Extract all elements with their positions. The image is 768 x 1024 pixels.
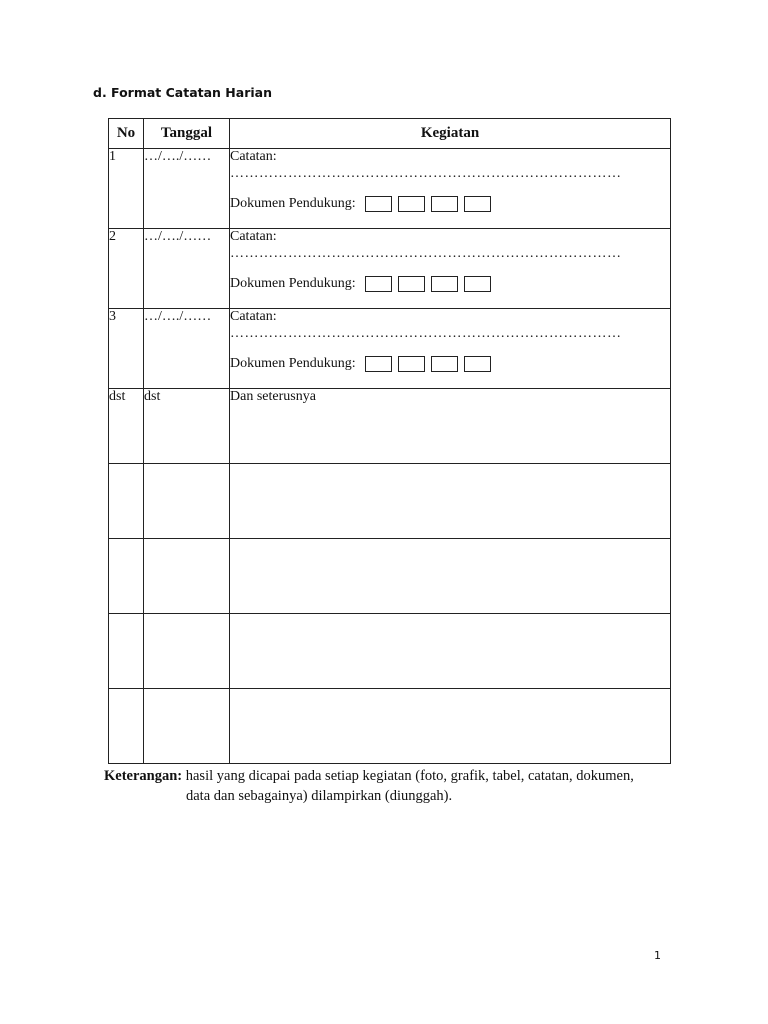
document-checkbox bbox=[431, 196, 458, 212]
dokumen-label: Dokumen Pendukung: bbox=[230, 276, 356, 291]
document-checkbox bbox=[464, 356, 491, 372]
entry-activity bbox=[230, 229, 671, 309]
dokumen-label: Dokumen Pendukung: bbox=[230, 196, 356, 211]
empty-cell bbox=[109, 464, 144, 539]
document-checkbox bbox=[464, 196, 491, 212]
dst-activity: Dan seterusnya bbox=[230, 389, 671, 464]
keterangan-note bbox=[104, 766, 684, 806]
daily-log-table bbox=[108, 118, 671, 764]
dst-date: dst bbox=[144, 389, 230, 464]
document-checkbox bbox=[365, 196, 392, 212]
document-checkbox bbox=[365, 276, 392, 292]
dokumen-label: Dokumen Pendukung: bbox=[230, 356, 356, 371]
table-row-empty bbox=[109, 464, 671, 539]
document-checkbox bbox=[365, 356, 392, 372]
entry-activity bbox=[230, 309, 671, 389]
empty-cell bbox=[144, 689, 230, 764]
empty-cell bbox=[144, 464, 230, 539]
document-checkbox bbox=[398, 276, 425, 292]
keterangan-text-1: hasil yang dicapai pada setiap kegiatan (foto, grafik, tabel, catatan, dokumen, bbox=[182, 768, 634, 784]
document-checkbox bbox=[431, 356, 458, 372]
entry-date: …/…./…… bbox=[144, 149, 230, 229]
table-row-empty bbox=[109, 614, 671, 689]
dokumen-pendukung-row bbox=[230, 276, 670, 292]
entry-no: 1 bbox=[109, 149, 144, 229]
table-row bbox=[109, 149, 671, 229]
keterangan-label: Keterangan: bbox=[104, 768, 183, 784]
catatan-label: Catatan: bbox=[230, 309, 277, 324]
catatan-label: Catatan: bbox=[230, 229, 277, 244]
dst-no: dst bbox=[109, 389, 144, 464]
empty-cell bbox=[230, 614, 671, 689]
empty-cell bbox=[230, 539, 671, 614]
document-checkbox bbox=[431, 276, 458, 292]
document-checkbox bbox=[464, 276, 491, 292]
catatan-dotted-line: ……………………………………………………………………… bbox=[230, 247, 622, 261]
empty-cell bbox=[109, 689, 144, 764]
table-header-row bbox=[109, 119, 671, 149]
entry-activity bbox=[230, 149, 671, 229]
dokumen-pendukung-row bbox=[230, 196, 670, 212]
catatan-label: Catatan: bbox=[230, 149, 277, 164]
header-tanggal: Tanggal bbox=[144, 119, 230, 149]
entry-date: …/…./…… bbox=[144, 309, 230, 389]
header-no: No bbox=[109, 119, 144, 149]
header-kegiatan: Kegiatan bbox=[230, 119, 671, 149]
table-row-empty bbox=[109, 539, 671, 614]
catatan-dotted-line: ……………………………………………………………………… bbox=[230, 327, 622, 341]
page-number: 1 bbox=[654, 949, 661, 962]
entry-no: 3 bbox=[109, 309, 144, 389]
table-row bbox=[109, 309, 671, 389]
empty-cell bbox=[230, 689, 671, 764]
entry-no: 2 bbox=[109, 229, 144, 309]
empty-cell bbox=[144, 614, 230, 689]
table-row-dst bbox=[109, 389, 671, 464]
document-checkbox bbox=[398, 356, 425, 372]
section-heading: d. Format Catatan Harian bbox=[93, 85, 272, 100]
dokumen-pendukung-row bbox=[230, 356, 670, 372]
document-checkbox bbox=[398, 196, 425, 212]
empty-cell bbox=[109, 539, 144, 614]
entry-date: …/…./…… bbox=[144, 229, 230, 309]
keterangan-text-2: data dan sebagainya) dilampirkan (diunggah). bbox=[186, 788, 453, 804]
table-row bbox=[109, 229, 671, 309]
empty-cell bbox=[144, 539, 230, 614]
empty-cell bbox=[230, 464, 671, 539]
empty-cell bbox=[109, 614, 144, 689]
keterangan-line-1 bbox=[104, 766, 684, 786]
catatan-dotted-line: ……………………………………………………………………… bbox=[230, 167, 622, 181]
table-row-empty bbox=[109, 689, 671, 764]
